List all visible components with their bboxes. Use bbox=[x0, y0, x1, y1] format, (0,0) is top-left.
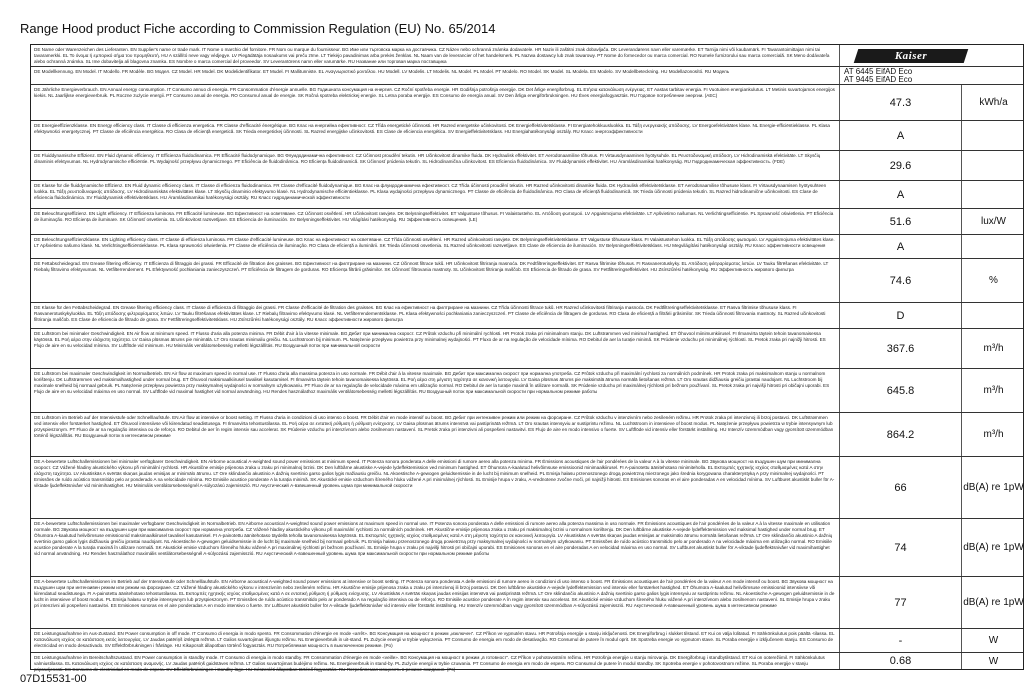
fiche-table bbox=[30, 44, 1024, 670]
model-name: AT 9445 EifAD Eco bbox=[844, 75, 913, 84]
row-description: DE A-bewertete Luftschallemissionen im Betrieb auf der Intensivstufe oder Schnelllaufstufe. EN Airborne acoustical A-weighted sound power emissions at intensive or boost setting. IT Potenza sonora ponderata A delle emissioni di rumore aereo in condizioni di uso intenso o boost. FR Émissions acoustiques de l'air pondérées de la valeur A en mode intensif ou boost. BG Звукова мощност на въздушен шум при интензивен режим или режим на форсиране. CZ Vážené hladiny akustického výkonu v intenzivním nebo zesíleném režimu. HR Akustične emisije prijenosa zraka u zraku pri intenzivnoj ili brzoj postavci. DK Den luftbårne akustiske A-vejede lydeffektemission ved intensiv eller forstærket hastighed. ET Õhumüra A-kaalutud helivõimsuse emissioonid intensiivse või kiirendatud seadistusega. FI A-painotettu äänitehotaso tehostustilassa. EL Εκπομπές ηχητικής ισχύος σταθμισμένες κατά Α σε εντατική ρύθμιση ή ρύθμιση ενίσχυσης. LV Akustiskās A svērtās skaņas jaudas emisijas intensīvā vai pastiprinātā režīmā. LT Ore sklindančio akustinio A dažnių svertinio garso galios lygis intensyviu ar sustiprintu režimu. NL Akoestische A-gewogen geluidsemissie in de lucht in intensieve of boost modus. PL Emisja hałasu w trybie intensywnym lub przyspieszonym. PT Emissões de ruído acústico transmitido pelo ar ponderado A na regulação intensiva ou de reforço. RO Emisiile acustice ponderate A în regim intensiv sau accelerat. SK Akustické emisie vzduchom šíreného hluku vážené A pri intenzívnom alebo zosilnenom nastavení. SL Emisije hrupa v zraku pri intenzivni ali pospešeni nastavitvi. ES Emisiones sonoras en el aire ponderadas A en modo intensivo o fuerte. SV Luftburet akustiskt buller för A-viktade ljudeffektsnivåer vid intensiv eller förstärkt inställning. HU Intenzív üzemmódban vagy gyorsított üzemmódban A-súlyozású zajemisszió. RU Акустический А-взвешенный уровень шума в интенсивном режиме bbox=[34, 579, 835, 608]
row-unit: dB(A) re 1pW bbox=[961, 519, 1025, 576]
row-description: DE Leistungsaufnahme im Aus-Zustand. EN Power consumption in off mode. IT Consumo di energia in modo spento. FR Consommation d'énergie en mode «arrêt». BG Консумация на мощност в режим „изключен“. CZ Příkon ve vypnutém stavu. HR Potrošnja energije u stanju isključenosti. DK Energiforbrug i slukket tilstand. ET Kui on välja lülitatud. FI Sähkönkulutus pois päältä -tilassa. EL Κατανάλωση ισχύος σε κατάσταση εκτός λειτουργίας. LV Jaudas patēriņš izslēgtā režīmā. LT Galios suvartojimas išjungtu režimu. NL Energieverbruik in uit-stand. PL Zużycie energii w trybie wyłączenia. PT Consumo de energia em modo de desativação. RO Consumul de putere în modul oprit. SK Spotreba energie vo vypnutom stave. SL Poraba energije v izključenem stanju. ES Consumo de electricidad en modo desactivado. SV Effektförbrukningen i frånläge. HU Kikapcsolt állapotban történő fogyasztás. RU Потребляемая мощность в выключенном режиме. (Po) bbox=[34, 631, 835, 648]
row-value: 66 bbox=[839, 457, 961, 518]
row-unit: m³/h bbox=[961, 413, 1025, 456]
table-row bbox=[31, 85, 1023, 121]
row-unit: % bbox=[961, 259, 1025, 302]
row-value: 645.8 bbox=[839, 369, 961, 412]
kaiser-logo: Kaiser bbox=[854, 49, 969, 63]
model-cell bbox=[839, 67, 1025, 84]
row-description: DE A-bewertete Luftschallemissionen bei minimaler verfügbarer Geschwindigkeit. EN Airborne acoustical A-weighted sound power emissions at minimum speed. IT Potenza sonora ponderata A delle emissioni di rumore aereo alla potenza minima. FR Émissions acoustiques de l'air pondérées de la valeur A à la vitesse minimale. BG Звукова мощност на въздушен шум при минимална скорост. CZ Vážené hladiny akustického výkonu při minimální rychlosti. HR Akustične emisije prijenosa zraka u zraku pri minimalnoj brzini. DK Den luftbårne akustiske A-vejede lydeffektemission ved minimum hastighed. ET Õhumüra A-kaalutud helivõimsuse emissioonid minimaalkiirusel. FI A-painotettu äänitehotaso minimiteholla. EL Εκπομπές ηχητικής ισχύος σταθμισμένες κατά Α στην ελάχιστη ταχύτητα. LV Akustiskās A svērtās skaņas jaudas emisijas ar minimālo ātrumu. LT Ore sklindančio akustinio A dažnių svertinio garso galios lygis mažiausiu greičiu. NL Akoestische A-gewogen geluidsemissie in de lucht bij minimum snelheid. PL Emisja hałasu przenoszonego drogą powietrzną mierzonego jako średnia korygowana charakterystyką A przy minimalnej wydajności. PT Emissões de ruído acústico transmitido pelo ar ponderado A na velocidade mínima. RO Emisiile acustice ponderate A la turația minimă. SK Akustické emisie vzduchom šíreného hluku vážené A pri minimálnej rýchlosti. SL Emisije hrupa v zraku, A-vrednotene zvočne moči, pri najnižji hitrosti. ES Emisiones sonoras en el aire ponderadas A en velocidad mínima. SV Luftburet akustiskt buller för A-viktade ljudeffektsnivåer vid minimihastighet. HU Minimális ventilátorsebességnél A-súlyozású zajemisszió. RU Акустический А-взвешенный уровень шума при минимальной скорости bbox=[34, 459, 835, 488]
row-unit: m³/h bbox=[961, 369, 1025, 412]
table-row bbox=[31, 235, 1023, 259]
row-value: 77 bbox=[839, 577, 961, 628]
table-row bbox=[31, 577, 1023, 629]
row-unit: W bbox=[961, 629, 1025, 652]
row-value: 51.6 bbox=[839, 209, 961, 234]
row-description: DE Klasse für die fluiddynamische Effizienz. EN Fluid dynamic efficiency class. IT Classe di efficienza fluidodinamica. FR Classe d'efficacité fluidodynamique. BG Клас на флуидодинамична ефективност. CZ Třída účinnosti proudění tekutin. HR Razred učinkovitosti dinamike fluida. DK Hydraulisk effektivitetsklasse. ET Aerodünaamilise tõhususe klass. FI Virtausdynaamisen hyötysuhteen luokka. EL Τάξη ρευστοδυναμικής απόδοσης. LV Hidrodinamiskās efektivitātes klase. LT Skysčių dinaminio efektyvumo klasė. NL Hydrodynamische efficiëntieklasse. PL Klasa wydajności przepływu dynamicznego. PT Classe de eficiência de fluidodinâmica. RO Clasa de eficiență fluidodinamică. SK Trieda účinnosti prúdenia tekutín. SL Razred hidrodinamične učinkovitosti. ES Clase de eficiencia fluidodinámica. SV Fluiddynamisk effektivitetsklass. HU Áramlásdinamikai hatékonysági osztály. RU Класс гидродинамической эффективности bbox=[34, 183, 827, 200]
row-unit bbox=[961, 121, 1025, 150]
row-description: DE Energieeffizienzklasse. EN Energy efficiency class. IT Classe di efficienza energetica. FR Classe d'efficacité énergétique. BG Клас на енергийна ефективност. CZ Třída energetické účinnosti. HR Razred energetske učinkovitosti. DK Energieffektivitetsklasse. FI Energiatehokkuusluokka. EL Τάξη ενεργειακής απόδοσης. LV Energoefektivitātes klase. NL Energie-efficiëntieklasse. PL Klasa efektywności energetycznej. PT Classe de eficiência energética. RO Clasa de eficiență energetică. SK Trieda energetickej účinnosti. SL Razred energijske učinkovitosti. ES Clase de eficiencia energética. SV Energieffektivitetsklass. HU Energiahatékonysági osztály. RU Класс энергоэффективности bbox=[34, 123, 830, 134]
table-row bbox=[31, 181, 1023, 209]
row-value: 29.6 bbox=[839, 151, 961, 180]
row-description: DE Luftstrom bei maximaler Geschwindigkeit im Normalbetrieb. EN Air flow at maximum speed in normal use. IT Flusso d'aria alla massima potenza in uso normale. FR Débit d'air à la vitesse maximale. BG Дебит при максимална скорост при нормална употреба. CZ Průtok vzduchu při maximální rychlosti za normálních podmínek. HR Protok zraka pri maksimalnom stanju u normalnom korištenju. DK Luftstrømmen ved maksimalhastighed under normal brug. ET Õhuvool maksimaalkiirusel tavalisel kasutamisel. FI Ilmanvirta täytein tehoin tavanomaisessa käytössä. EL Ροή αέρα στη μέγιστη ταχύτητα σε κανονική λειτουργία. LV Gaisa plūsmas ātrums pie maksimālā ātruma normālā lietošanas režīmā. LT Oro srautas didžiausiu greičiu įprastai naudojant. NL Luchtstroom bij maximale snelheid bij normaal gebruik. PL Natężenie przepływu powietrza przy maksymalnej wydajności w normalnym użytkowaniu. PT Fluxo de ar na regulação de velocidade máxima em utilização normal. RO Debitul de aer la turație maximă în utilizare normală. SK Prúdenie vzduchu pri maximálnej rýchlosti pri bežnom používaní. SL Pretok zraka pri najvišji hitrosti pri običajni uporabi. ES Flujo de aire en su velocidad máxima en uso normal. SV Luftflöde vid maximal hastighet vid normal användning. HU Rendes használathoz maximális ventilátorsebesség melletti légszállítás. RU Воздушный поток при максимальной скорости при нормальном режиме работы bbox=[34, 371, 830, 394]
row-description: DE Leistungsaufnahme im Bereitschaftszustand. EN Power consumption in standby mode. IT Consumo di energia in modo standby. FR Consommation d'énergie en mode «veille». BG Консумация на мощност в режим „в готовност“. CZ Příkon v pohotovostním režimu. HR Potrošnja energije u stanju mirovanja. DK Energiforbrug i standbytilstand. ET Kui on ooterežiimil. FI Sähkönkulutus valmiustilassa. EL Κατανάλωση ισχύος σε κατάσταση αναμονής. LV Jaudas patēriņš gaidstāves režīmā. LT Galios suvartojimas budėjimo režimu. NL Energieverbruik in stand-by. PL Zużycie energii w trybie czuwania. PT Consumo de energia em modo de espera. RO Consumul de putere în modul standby. SK Spotreba energie v pohotovostnom režime. SL Poraba energije v stanju pripravljenosti. ES Consumo de electricidad en modo de espera. SV Effektförbrukningen i standby-läge. HU Készenléti állapotban történő fogyasztás. RU Потребляемая мощность в режиме ожидания. (Ps) bbox=[34, 655, 825, 672]
table-row bbox=[31, 259, 1023, 303]
row-value: - bbox=[839, 629, 961, 652]
row-value: A bbox=[839, 121, 961, 150]
row-value: 367.6 bbox=[839, 329, 961, 368]
table-row bbox=[31, 369, 1023, 413]
table-row bbox=[31, 629, 1023, 653]
row-value: 47.3 bbox=[839, 85, 961, 120]
row-description: DE Name oder Warenzeichen des Lieferanten. EN Supplier's name or trade mark. IT Nome o marchio del fornitore. FR Nom ou marque du fournisseur. BG Име или търговска марка на доставчика. CZ Název nebo ochranná známka dodavatele. HR Naziv ili zaštitni znak dobavljača. DK Leverandørens navn eller varemærke. ET Tarnija nimi või kaubamärk. FI Tavarantoimittajan nimi tai tavaramerkki. EL Το όνομα ή εμπορικό σήμα του προμηθευτή. HU A szállító neve vagy védjegye. LV Piegādātāja nosaukums vai preču zīme. LT Tiekėjo pavadinimas arba prekės ženklas. NL Naam van de leverancier of het handelsmerk. PL Nazwa dostawcy lub znak towarowy. PT Nome do fornecedor ou marca comercial. RO Numele furnizorului sau marca comercială. SK Meno dodávateľa alebo ochranná známka. SL Ime dobavitelja ali blagovna znamka. ES Nombre o marca comercial del proveedor. SV Leverantörens namn eller varumärke. RU Название или торговая марка поставщика bbox=[34, 47, 830, 64]
table-row bbox=[31, 209, 1023, 235]
model-name: AT 6445 EifAD Eco bbox=[844, 67, 913, 76]
row-value: 74 bbox=[839, 519, 961, 576]
brand-cell bbox=[839, 45, 1025, 66]
table-row bbox=[31, 457, 1023, 519]
table-row bbox=[31, 303, 1023, 329]
table-row bbox=[31, 653, 1023, 672]
row-unit: W bbox=[961, 653, 1025, 669]
table-row-supplier bbox=[31, 45, 1023, 67]
row-value: 74.6 bbox=[839, 259, 961, 302]
row-unit: m³/h bbox=[961, 329, 1025, 368]
row-unit: lux/W bbox=[961, 209, 1025, 234]
row-description: DE Beleuchtungseffizienz. EN Light efficiency. IT Efficienza luminosa. FR Efficacité lumineuse. BG Ефективност на осветяване. CZ Účinnost osvětlení. HR Učinkovitost rasvjete. DK Belysningseffektivitet. ET Valgustuse tõhusus. FI Valaistusteho. EL Απόδοση φωτισμού. LV Apgaismojuma efektivitāte. LT Apšvietimo našumas. NL Verlichtingsefficiëntie. PL Sprawność oświetlenia. PT Eficiência de iluminação. RO Eficiența de iluminare. SK Účinnosť osvetlenia. SL Učinkovitost razsvetljave. ES Eficiencia de iluminación. SV Belysningseffektivitet. HU Világítási hatékonyság. RU Эффективность освещения. (LE) bbox=[34, 211, 834, 222]
table-row bbox=[31, 519, 1023, 577]
row-value: 864.2 bbox=[839, 413, 961, 456]
row-unit bbox=[961, 235, 1025, 258]
row-description: DE Modellkennung. EN Model. IT Modello. FR Modèle. BG Модел. CZ Model. HR Model. DK Modelidentifikator. ET Mudel. FI Mallitunniste. EL Αναγνωριστικό μοντέλου. HU Modell. LV Modelis. LT Modelis. NL Model. PL Model. PT Modelo. RO Model. SK Model. SL Modela. ES Modelo. SV Modellbeteckning. HU Modellazonosító. RU Модель bbox=[34, 69, 730, 74]
row-value: D bbox=[839, 303, 961, 328]
row-description: DE Klasse für den Fettabscheidegrad. EN Grease filtering efficiency class. IT Classe di efficienza di filtraggio dei grassi. FR Classe d'efficacité de filtration des graisses. BG Клас на ефективност на филтриране на мазнини. CZ Třída účinnosti filtrace tuků. HR Razred učinkovitosti filtriranja masnoća. DK Fedtfiltreringseffektivitetsklasse. ET Rasva filtrimise tõhususe klass. FI Rasvanerotuskykyluokka. EL Τάξη απόδοσης φιλτραρίσματος λιπών. LV Tauku filtrēšanas efektivitātes klase. LT Riebalų filtravimo efektyvumo klasė. NL Vetfilterrendementsklasse. PL Klasa efektywności pochłaniania zanieczyszczeń. PT Classe de eficiência de filtragem de gorduras. RO Clasa de eficiență a filtrării grăsimilor. SK Trieda účinnosti filtrovania mastnoty. SL Razred učinkovitosti filtriranja maščob. ES Clase de eficiencia de filtrado de grasa. SV Fettfiltreringseffektivitetsklass. HU Zsírszűrési hatékonysági osztály. RU Класс эффективности жирового фильтра bbox=[34, 305, 826, 322]
table-row bbox=[31, 121, 1023, 151]
row-unit: dB(A) re 1pW bbox=[961, 457, 1025, 518]
table-row bbox=[31, 413, 1023, 457]
table-row bbox=[31, 151, 1023, 181]
table-row-model bbox=[31, 67, 1023, 85]
row-description: DE Jährliche Energieverbrauch. EN Annual energy consumption. IT Consumo annuo di energia. FR Consommation d'énergie annuelle. BG Годишната консумация на енергия. CZ Roční spotřeba energie. HR Godišnja potrošnja energije. DK Det årlige energiforbrug. EL Ετήσια κατανάλωση ενέργειας. ET Aastas tarbitav energia. FI Vuotuinen energiankulutus. LT Metinis suvartojamos energijos kiekis. NL Jaarlijkse energieverbruik. PL Roczne zużycie energii. PT Consumo anual de energia. RO Consumul anual de energie. SK Ročná spotreba elektrickej energie. SL Letna poraba energije. ES Consumo de energía anual. SV Den årliga energiförbrukningen. HU Éves energiafogyasztás. RU Годовое потребление энергии. (AEC) bbox=[34, 87, 835, 98]
row-unit bbox=[961, 303, 1025, 328]
document-code: 07D15531-00 bbox=[20, 673, 87, 685]
row-unit bbox=[961, 151, 1025, 180]
row-description: DE Luftstrom bei minimaler Geschwindigkeit. EN Air flow at minimum speed. IT Flusso d'aria alla potenza minima. FR Débit d'air à la vitesse minimale. BG Дебит при минимална скорост. CZ Průtok vzduchu při minimální rychlosti. HR Protok zraka pri minimalnom stanju. DK Luftstrømmen ved minimal hastighed. ET Õhuvool miinimumkiirusel. FI Ilmanvirta täytein tehoin tavanomaisessa käytössä. EL Ροή αέρα στην ελάχιστη ταχύτητα. LV Gaisa plūsmas ātrums pie minimālā. LT Oro srautas minimaliu greičiu. NL Luchtstroom bij minimum. PL Natężenie przepływu powietrza przy minimalnej wydajności. PT Fluxo de ar na regulação de velocidade mínima. RO Debitul de aer la turație minimă. SK Prúdenie vzduchu pri minimálnej rýchlosti. SL Pretok zraka pri najnižji hitrosti. ES Flujo de aire en su velocidad mínima. SV Luftflöde vid minimum. HU Minimális ventilátorsebesség melletti légszállítás. RU Воздушный поток при минимальной скорости bbox=[34, 331, 826, 348]
row-value: A bbox=[839, 181, 961, 208]
table-row bbox=[31, 329, 1023, 369]
row-unit: kWh/a bbox=[961, 85, 1025, 120]
row-description: DE Fluiddynamische Effizienz. EN Fluid dynamic efficiency. IT Efficienza fluidodinamica. FR Efficacité fluidodynamique. BG Флуидодинамична ефективност. CZ Účinnost proudění tekutin. HR Učinkovitost dinamike fluida. DK Hydraulisk effektivitet. ET Aerodünaamiline tõhusus. FI Virtausdynaaminen hyötysuhde. EL Ρευστοδυναμική απόδοση. LV Hidrodinamiskā efektivitāte. LT Skysčių dinaminis efektyvumas. NL Hydrodynamische efficiëntie. PL Wydajność przepływu dynamicznego. PT Eficiência de fluidodinâmica. RO Eficiența fluidodinamică. SK Účinnosť prúdenia tekutín. SL Hidrodinamična učinkovitost. ES Eficiencia fluidodinámica. SV Fluiddynamisk effektivitet. HU Áramlásdinamikai hatékonyság. RU Гидродинамическая эффективность. (FDE) bbox=[34, 153, 821, 164]
row-value: A bbox=[839, 235, 961, 258]
row-description: DE Fettabscheidegrad. EN Grease filtering efficiency. IT Efficienza di filtraggio dei grassi. FR Efficacité de filtration des graisses. BG Ефективност на филтриране на мазнини. CZ Účinnost filtrace tuků. HR Učinkovitost filtriranja masnoća. DK Fedtfiltreringseffektivitet. ET Rasva filtrimise tõhusus. FI Rasvanerotuskyky. EL Απόδοση φιλτραρίσματος λιπών. LV Tauku filtrēšanas efektivitāte. LT Riebalų filtravimo efektyvumas. NL Vetfilterrendement. PL Efektywność pochłaniania zanieczyszczeń. PT Eficiência de filtragem de gorduras. RO Eficiența filtrării grăsimilor. SK Účinnosť filtrovania mastnoty. SL Učinkovitost filtriranja maščob. ES Eficiencia de filtrado de grasa. SV Fettfiltreringseffektivitet. HU Zsírszűrési hatékonyság. RU Эффективность жирового фильтра bbox=[34, 261, 829, 272]
row-value: 0.68 bbox=[839, 653, 961, 669]
row-unit bbox=[961, 181, 1025, 208]
row-unit: dB(A) re 1pW bbox=[961, 577, 1025, 628]
document-title: Range Hood product Fiche according to Commission Regulation (EU) No. 65/2014 bbox=[20, 21, 496, 36]
row-description: DE Beleuchtungseffizienzklasse. EN Lighting efficiency class. IT Classe di efficienza luminosa. FR Classe d'efficacité lumineuse. BG Клас на ефективност на осветяване. CZ Třída účinnosti osvětlení. HR Razred učinkovitosti rasvjete. DK Belysningseffektivitetsklasse. ET Valgustuse tõhususe klass. FI Valaistustehon luokka. EL Τάξη απόδοσης φωτισμού. LV Apgaismojuma efektivitātes klase. LT Apšvietimo našumo klasė. NL Verlichtingsefficiëntieklasse. PL Klasa sprawności oświetlenia. PT Classe de eficiência de iluminação. RO Clasa de eficiență a iluminării. SK Trieda účinnosti osvetlenia. SL Razred učinkovitosti razsvetljave. ES Clase de eficiencia de iluminación. SV Belysningseffektivitetsklass. HU Megvilágítási hatékonysági osztály. RU Класс эффективности освещения bbox=[34, 237, 835, 248]
row-description: DE Luftstrom im Betrieb auf der Intensivstufe oder Schnelllaufstufe. EN Air flow at intensive or boost setting. IT Flusso d'aria in condizioni di uso intenso o boost. FR Débit d'air en mode intensif ou boost. BG Дебит при интензивен режим или режим на форсиране. CZ Průtok vzduchu v intenzivním nebo zesíleném režimu. HR Protok zraka pri intenzivnoj ili brzoj postavci. DK Luftstrømmen ved intensiv eller forstærket hastighed. ET Õhuvool intensiivse või kiirendatud seadistusega. FI Ilmanvirta tehostustilassa. EL Ροή αέρα σε εντατική ρύθμιση ή ρύθμιση ενίσχυσης. LV Gaisa plūsmas ātrums intensīvā vai pastiprinātā režīmā. LT Oro srautas intensyviu ar sustiprintu režimu. NL Luchtstroom in intensieve of boost modus. PL Natężenie przepływu powietrza w trybie intensywnym lub przyspieszonym. PT Fluxo de ar na regulação intensiva ou de reforço. RO Debitul de aer în regim intensiv sau accelerat. SK Prúdenie vzduchu pri intenzívnom alebo zosilnenom nastavení. SL Pretok zraka pri intenzivni ali pospešeni nastavitvi. ES Flujo de aire en modo intensivo o fuerte. SV Luftflöde vid intensiv eller förstärkt inställning. HU Intenzív üzemmódban vagy gyorsított üzemmódban történő légszállítás. RU Воздушный поток в интенсивном режиме bbox=[34, 415, 834, 438]
row-description: DE A-bewertete Luftschallemissionen bei maximaler verfügbarer Geschwindigkeit im Normalbetrieb. EN Airborne acoustical A-weighted sound power emissions at maximum speed in normal use. IT Potenza sonora ponderata A delle emissioni di rumore aereo alla potenza massima in uso normale. FR Émissions acoustiques de l'air pondérées de la valeur A à la vitesse maximale en utilisation normale. BG Звукова мощност на въздушен шум при максимална скорост при нормална употреба. CZ Vážené hladiny akustického výkonu při maximální rychlosti za normálních podmínek. HR Akustične emisije prijenosa zraka u zraku pri maksimalnoj brzini u normalnom korištenju. DK Den luftbårne akustiske A-vejede lydeffektemission ved maksimal hastighed under normal brug. ET Õhumüra A-kaalutud helivõimsuse emissioonid maksimaalkiirusel tavalisel kasutamisel. FI A-painotettu äänitehotaso täydellä teholla tavanomaisessa käytössä. EL Εκπομπές ηχητικής ισχύος σταθμισμένες κατά Α στη μέγιστη ταχύτητα σε κανονική λειτουργία. LV Akustiskās A svērtās skaņas jaudas emisijas ar maksimālo ātrumu normālā lietošanas režīmā. LT Ore sklindančio akustinio A dažnių svertinio garso galios lygis didžiausiu greičiu įprastai naudojant. NL Akoestische A-gewogen geluidsemissie in de lucht bij maximale snelheid bij normaal gebruik. PL Emisja hałasu przenoszonego drogą powietrzną przy maksymalnej wydajności w normalnym użytkowaniu. PT Emissões de ruído acústico transmitido pelo ar ponderado A na velocidade máxima em utilização normal. RO Emisiile acustice ponderate A la turația maximă în utilizare normală. SK Akustické emisie vzduchom šíreného hluku vážené A pri maximálnej rýchlosti pri bežnom používaní. SL Emisije hrupa v zraku pri najvišji hitrosti pri običajni uporabi. ES Emisiones sonoras en el aire ponderadas A en velocidad máxima en uso normal. SV Luftburet akustiskt buller för A-viktade ljudeffektsnivåer vid maximihastighet vid normal användning. HU Rendes használathoz maximális ventilátorsebességnél A-súlyozású zajemisszió. RU Акустический А-взвешенный уровень шума при максимальной скорости при нормальном режиме работы bbox=[34, 521, 833, 556]
